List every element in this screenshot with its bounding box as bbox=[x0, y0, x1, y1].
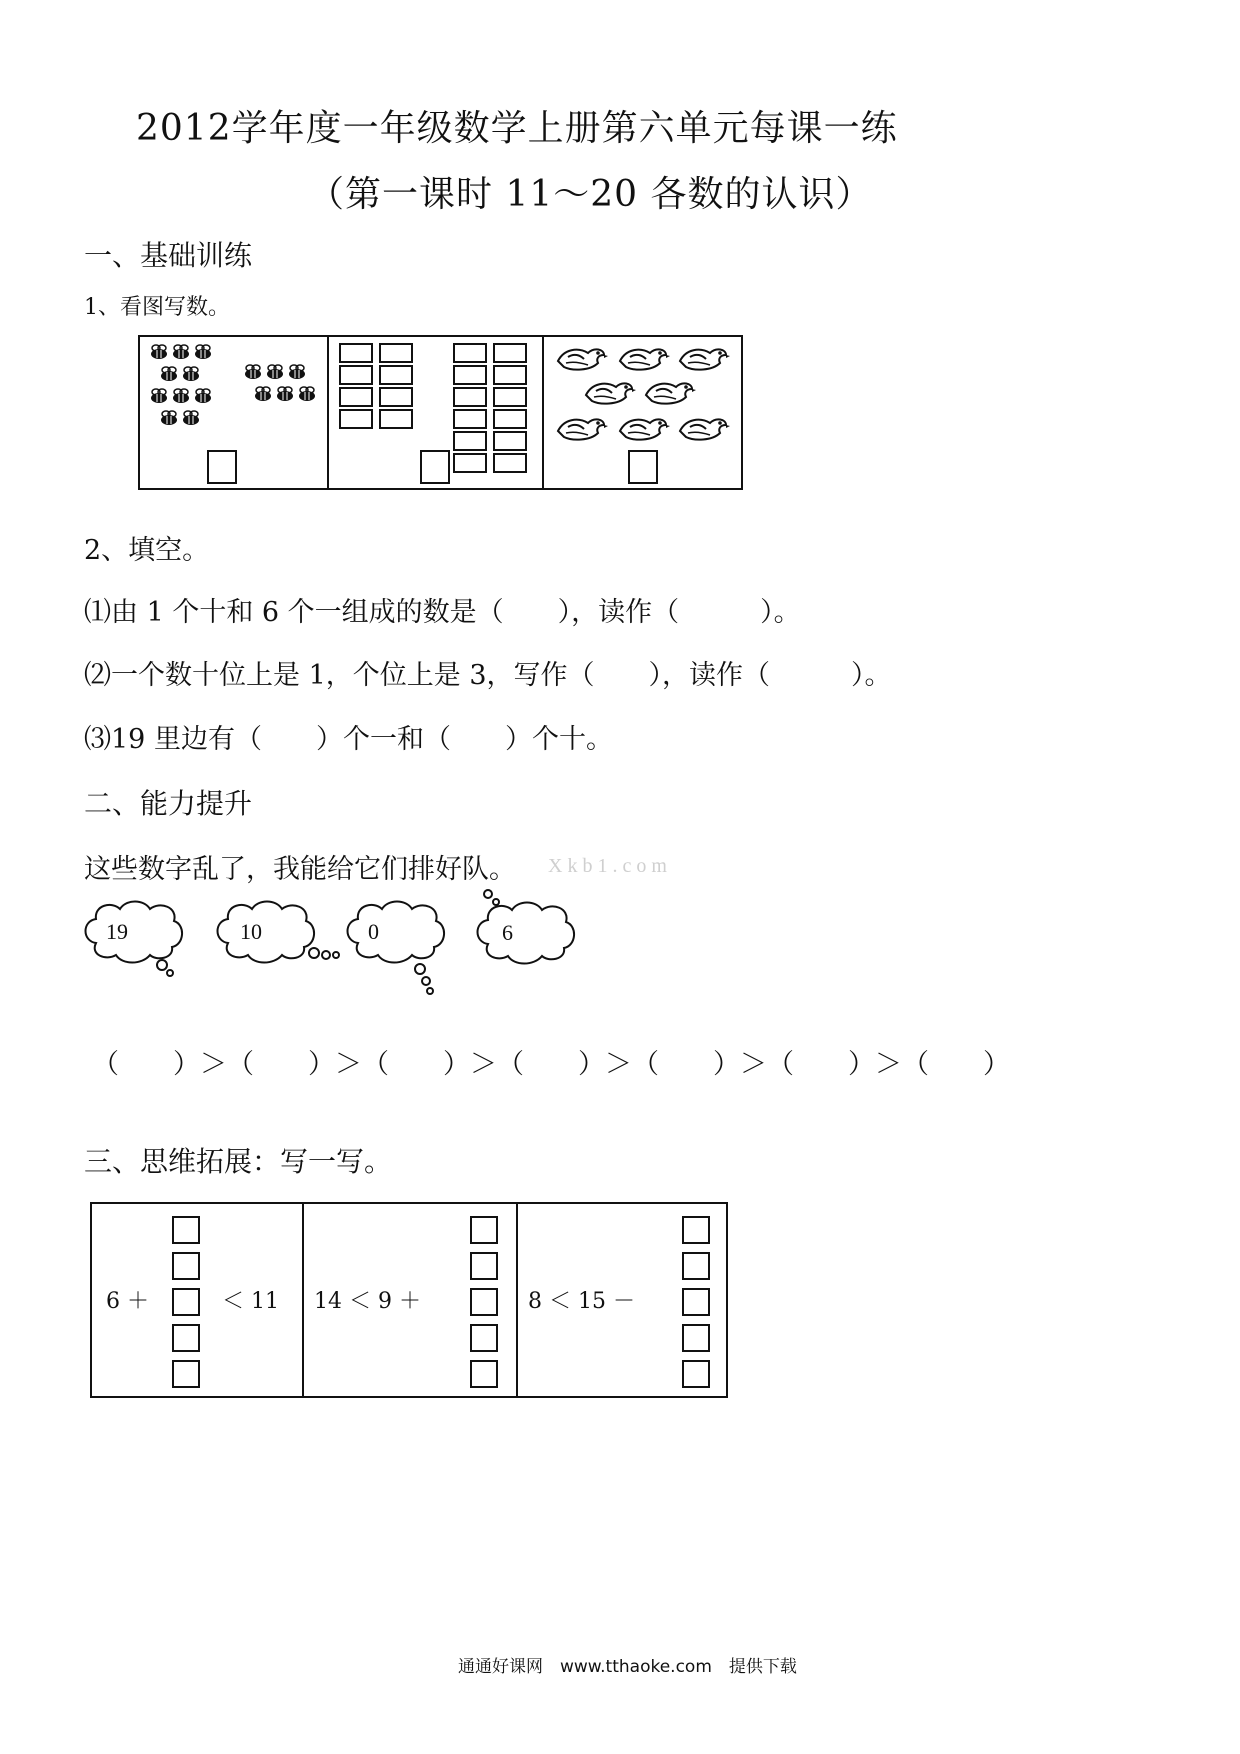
bird-icon bbox=[582, 377, 636, 413]
rectangle-icon bbox=[379, 365, 413, 385]
bee-icon bbox=[148, 343, 170, 365]
rectangle-icon bbox=[339, 409, 373, 429]
answer-square[interactable] bbox=[470, 1288, 498, 1316]
cloud-number: 0 bbox=[368, 919, 379, 944]
answer-square[interactable] bbox=[682, 1288, 710, 1316]
fill-in-item-2: ⑵一个数十位上是 1，个位上是 3，写作（ ），读作（ ）。 bbox=[84, 660, 892, 691]
rectangle-icon bbox=[339, 387, 373, 407]
thought-cloud bbox=[78, 895, 188, 977]
bee-icon bbox=[192, 387, 214, 409]
answer-square[interactable] bbox=[172, 1216, 200, 1244]
answer-square[interactable] bbox=[682, 1216, 710, 1244]
section-3-heading: 三、思维拓展：写一写。 bbox=[84, 1145, 393, 1178]
bird-icon bbox=[554, 343, 608, 379]
rectangle-icon bbox=[453, 431, 487, 451]
answer-square[interactable] bbox=[470, 1360, 498, 1388]
question-1-label: 1、看图写数。 bbox=[84, 295, 230, 320]
bird-icon bbox=[676, 413, 730, 449]
bird-icon bbox=[616, 343, 670, 379]
fill-in-item-1: ⑴由 1 个十和 6 个一组成的数是（ ），读作（ ）。 bbox=[84, 597, 801, 628]
fill-in-item-3: ⑶19 里边有（ ）个一和（ ）个十。 bbox=[84, 724, 613, 755]
answer-square[interactable] bbox=[470, 1216, 498, 1244]
bee-icon bbox=[252, 385, 274, 407]
bee-icon bbox=[264, 363, 286, 385]
rectangle-icon bbox=[493, 365, 527, 385]
inequality-cell-3 bbox=[518, 1204, 728, 1396]
picture-panels bbox=[138, 335, 743, 490]
page-subtitle: （第一课时 11～20 各数的认识） bbox=[308, 174, 873, 215]
expression-right: ＜ 11 bbox=[222, 1289, 279, 1314]
ordering-blanks: （ ）＞（ ）＞（ ）＞（ ）＞（ ）＞（ ）＞（ ） bbox=[92, 1049, 1010, 1080]
inequality-cell-1 bbox=[92, 1204, 302, 1396]
rectangle-icon bbox=[453, 387, 487, 407]
watermark-text: X k b 1 . c o m bbox=[548, 855, 667, 877]
bee-icon bbox=[286, 363, 308, 385]
bee-icon bbox=[158, 365, 180, 387]
answer-square[interactable] bbox=[682, 1324, 710, 1352]
ordering-instruction: 这些数字乱了，我能给它们排好队。 bbox=[84, 854, 516, 885]
expression-left: 14 ＜ 9 ＋ bbox=[314, 1289, 421, 1314]
rectangle-icon bbox=[493, 453, 527, 473]
inequality-table bbox=[90, 1202, 728, 1398]
answer-square[interactable] bbox=[470, 1252, 498, 1280]
rectangle-icon bbox=[453, 453, 487, 473]
cloud-number: 19 bbox=[106, 919, 128, 944]
cloud-number: 10 bbox=[240, 919, 262, 944]
rectangle-icon bbox=[493, 409, 527, 429]
bee-icon bbox=[180, 365, 202, 387]
bee-icon bbox=[148, 387, 170, 409]
rectangle-icon bbox=[493, 431, 527, 451]
rectangle-icon bbox=[453, 365, 487, 385]
thought-cloud bbox=[470, 888, 580, 978]
footer-credit: 通通好课网 www.tthaoke.com 提供下载 bbox=[458, 1657, 797, 1677]
answer-square[interactable] bbox=[172, 1288, 200, 1316]
expression-left: 6 ＋ bbox=[106, 1289, 149, 1314]
answer-square[interactable] bbox=[172, 1252, 200, 1280]
cloud-number: 6 bbox=[502, 920, 513, 945]
rectangle-icon bbox=[339, 365, 373, 385]
answer-square[interactable] bbox=[172, 1324, 200, 1352]
bird-icon bbox=[676, 343, 730, 379]
answer-square[interactable] bbox=[172, 1360, 200, 1388]
rectangle-icon bbox=[379, 343, 413, 363]
bird-icon bbox=[554, 413, 608, 449]
rectangle-icon bbox=[339, 343, 373, 363]
inequality-cell-2 bbox=[304, 1204, 516, 1396]
bird-icon bbox=[616, 413, 670, 449]
rectangle-icon bbox=[453, 409, 487, 429]
bee-icon bbox=[242, 363, 264, 385]
bee-icon bbox=[274, 385, 296, 407]
bee-icon bbox=[158, 409, 180, 431]
thought-cloud bbox=[210, 895, 350, 977]
bee-icon bbox=[192, 343, 214, 365]
rectangle-icon bbox=[493, 343, 527, 363]
section-2-heading: 二、能力提升 bbox=[84, 787, 253, 820]
rectangle-icon bbox=[379, 409, 413, 429]
answer-box[interactable] bbox=[207, 450, 237, 484]
question-2-label: 2、填空。 bbox=[84, 535, 210, 566]
bee-icon bbox=[170, 343, 192, 365]
bee-icon bbox=[170, 387, 192, 409]
rectangle-icon bbox=[493, 387, 527, 407]
bird-icon bbox=[642, 377, 696, 413]
answer-square[interactable] bbox=[682, 1360, 710, 1388]
bee-icon bbox=[180, 409, 202, 431]
bee-icon bbox=[296, 385, 318, 407]
rectangle-icon bbox=[453, 343, 487, 363]
answer-box[interactable] bbox=[420, 450, 450, 484]
rectangle-icon bbox=[379, 387, 413, 407]
answer-square[interactable] bbox=[682, 1252, 710, 1280]
section-1-heading: 一、基础训练 bbox=[84, 239, 253, 272]
page-title: 2012学年度一年级数学上册第六单元每课一练 bbox=[136, 108, 898, 149]
thought-cloud bbox=[340, 895, 450, 995]
answer-box[interactable] bbox=[628, 450, 658, 484]
answer-square[interactable] bbox=[470, 1324, 498, 1352]
expression-left: 8 ＜ 15 － bbox=[528, 1289, 635, 1314]
